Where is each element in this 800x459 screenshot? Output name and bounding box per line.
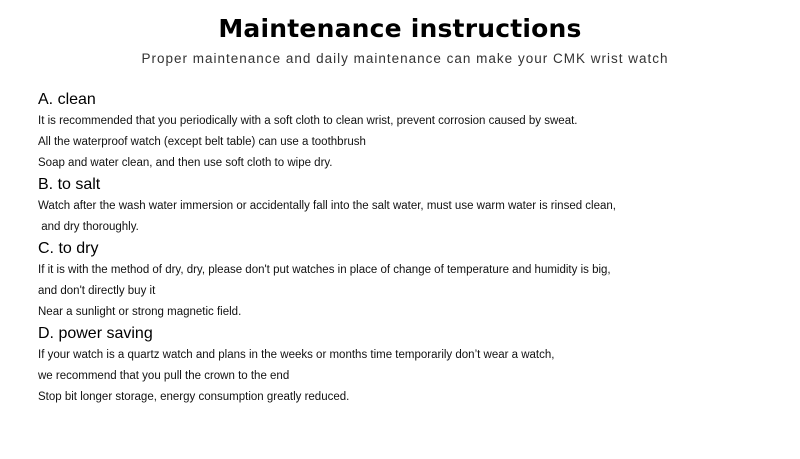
section-to-salt [38, 174, 793, 238]
section-power-saving [38, 323, 793, 408]
instruction-line: If it is with the method of dry, dry, please don't put watches in place of change of temperature and humidity is big, [38, 264, 611, 276]
instruction-line: Stop bit longer storage, energy consumption greatly reduced. [38, 391, 350, 403]
instruction-line: If your watch is a quartz watch and plans in the weeks or months time temporarily don’t wear a watch, [38, 349, 555, 361]
instruction-line: All the waterproof watch (except belt table) can use a toothbrush [38, 136, 366, 148]
instruction-line: Watch after the wash water immersion or accidentally fall into the salt water, must use warm water is rinsed clean, [38, 200, 616, 212]
instruction-line: and don't directly buy it [38, 285, 156, 297]
instruction-line: It is recommended that you periodically with a soft cloth to clean wrist, prevent corrosion caused by sweat. [38, 115, 578, 127]
section-heading: B. to salt [38, 176, 101, 193]
section-to-dry [38, 238, 793, 323]
section-heading: A. clean [38, 91, 96, 108]
instructions-content [38, 89, 793, 408]
page-subtitle: Proper maintenance and daily maintenance can make your CMK wrist watch [141, 51, 669, 66]
section-heading: D. power saving [38, 325, 153, 342]
instruction-line: Soap and water clean, and then use soft cloth to wipe dry. [38, 157, 333, 169]
instruction-line: and dry thoroughly. [38, 221, 139, 233]
page-title: Maintenance instructions [218, 14, 582, 43]
instruction-line: Near a sunlight or strong magnetic field. [38, 306, 242, 318]
section-clean [38, 89, 793, 174]
section-heading: C. to dry [38, 240, 99, 257]
instruction-line: we recommend that you pull the crown to the end [38, 370, 290, 382]
